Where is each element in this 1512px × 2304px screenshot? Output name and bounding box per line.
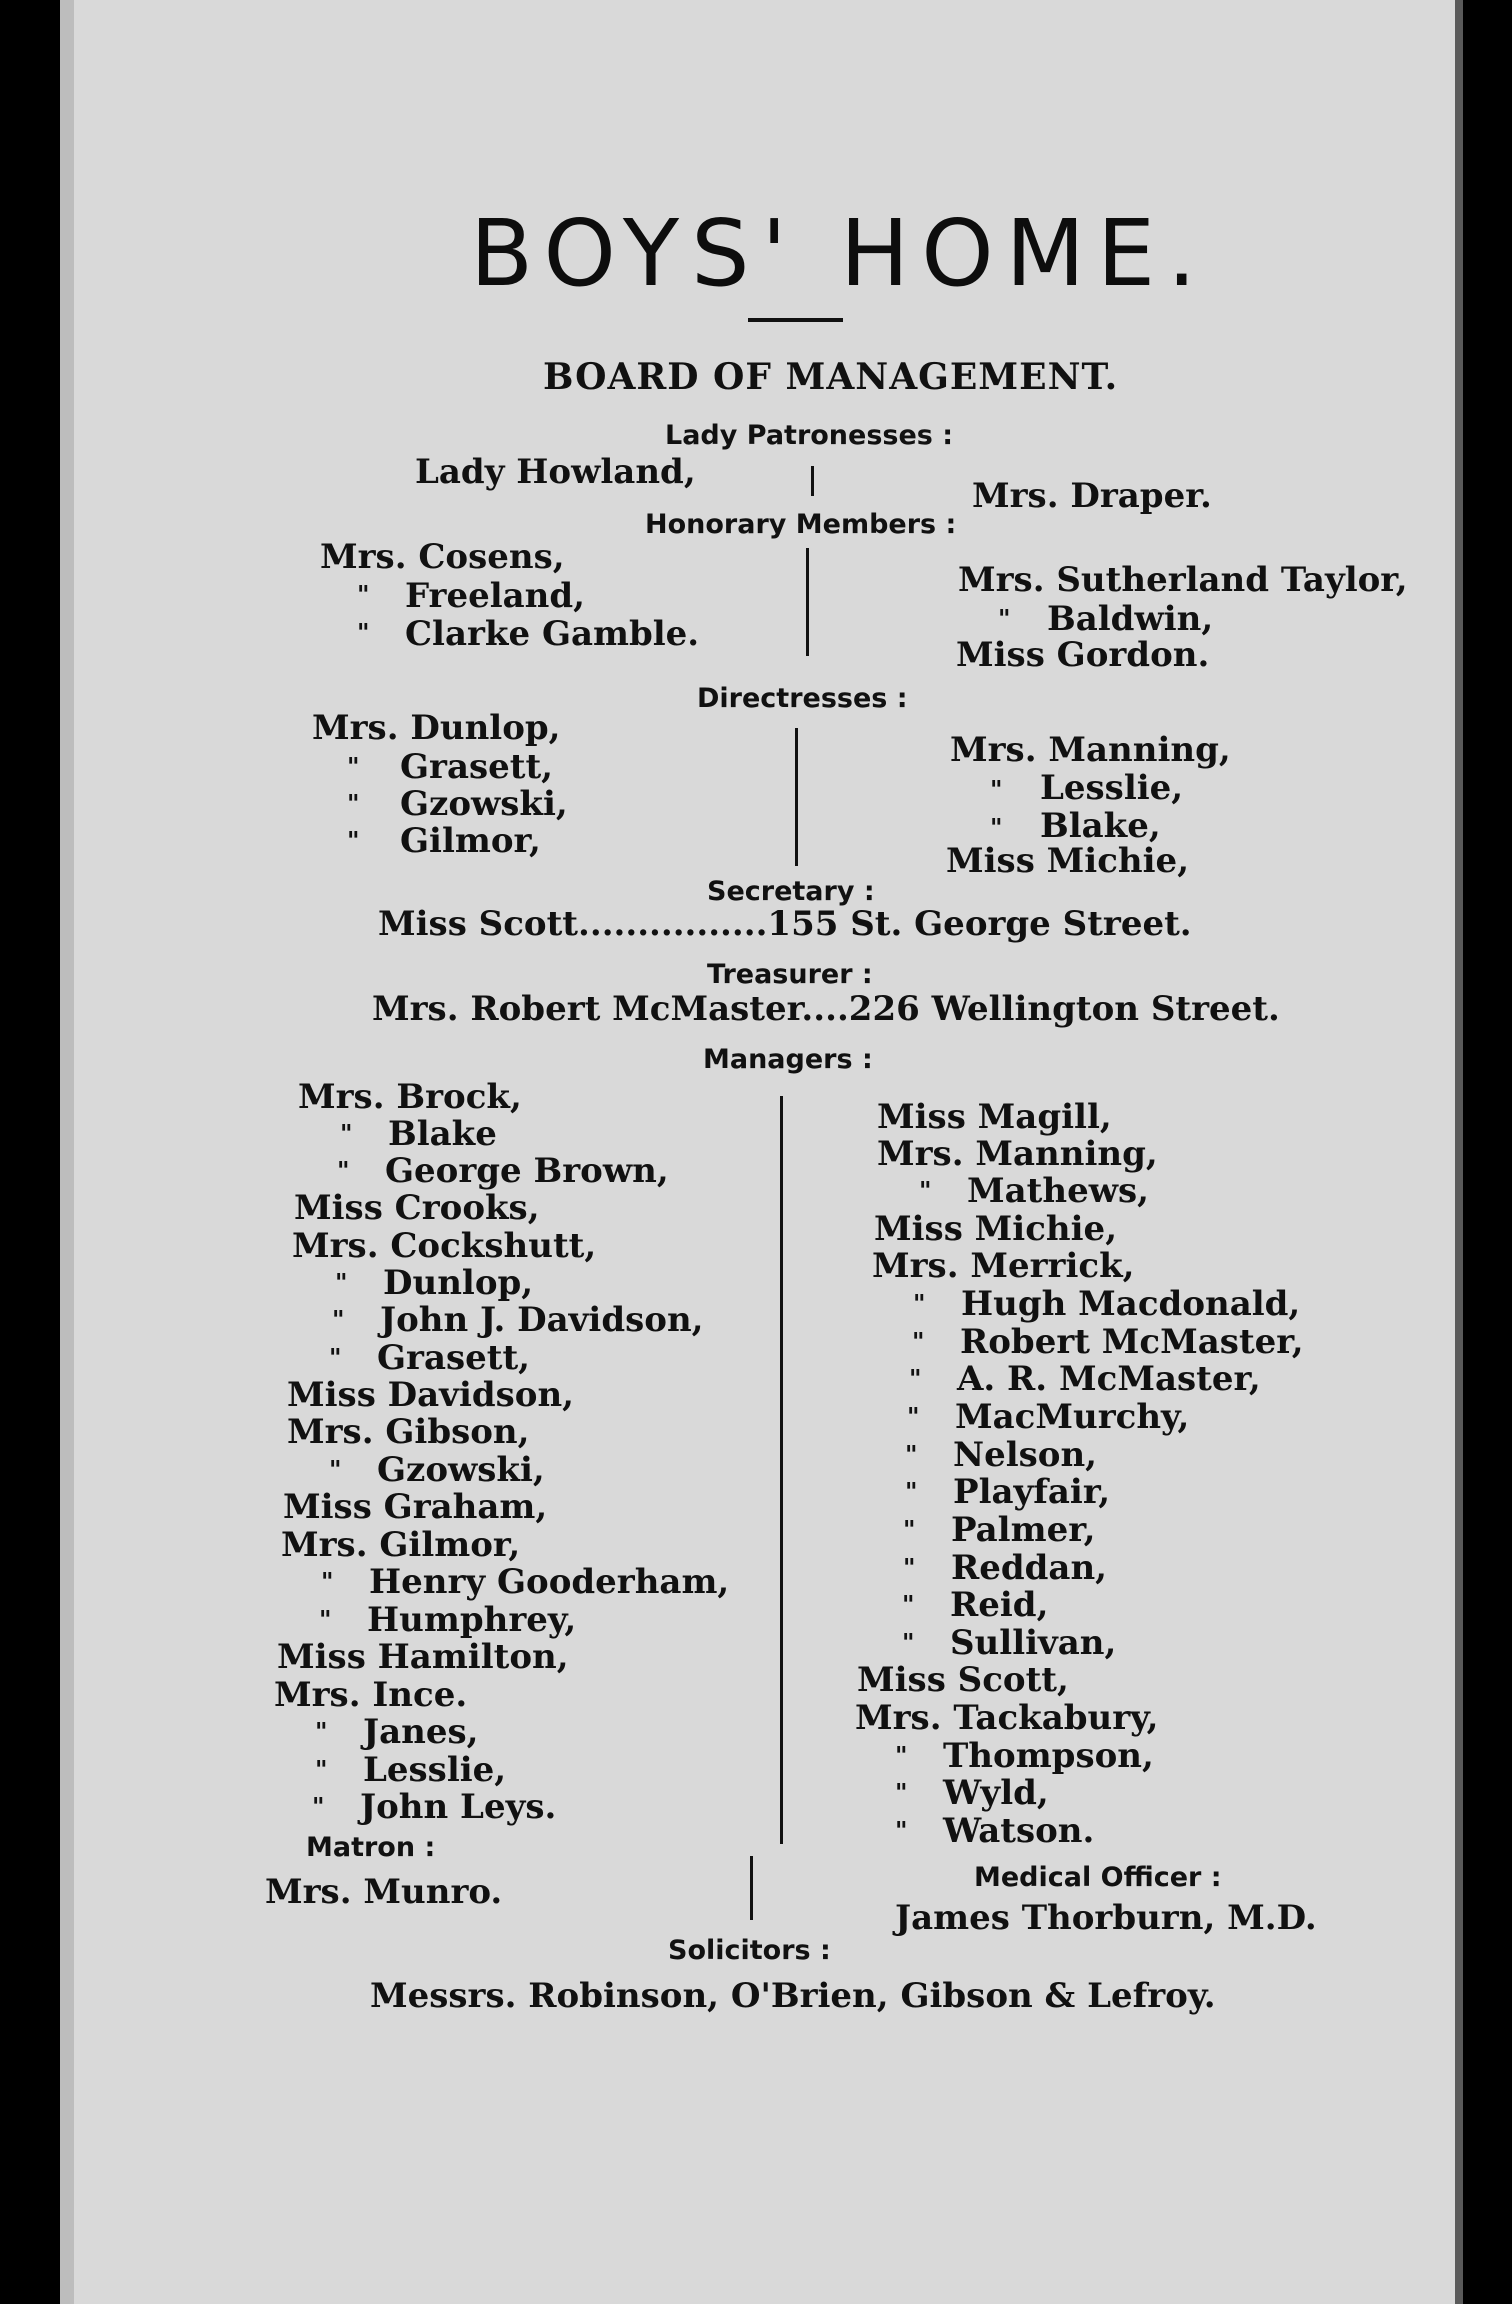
ditto-mark: " [895, 1778, 908, 1807]
manager-left-name: Mrs. Cockshutt, [292, 1226, 597, 1266]
manager-right-name: Mrs. Manning, [877, 1134, 1158, 1174]
honorary-left-1: Freeland, [405, 576, 585, 616]
medical-officer-name: James Thorburn, M.D. [895, 1898, 1317, 1938]
manager-right-name: Sullivan, [950, 1623, 1117, 1663]
honorary-right-1: Baldwin, [1047, 599, 1214, 639]
manager-right-name: Miss Magill, [877, 1097, 1112, 1137]
ditto-mark: " [315, 1717, 328, 1746]
manager-right-name: Wyld, [943, 1773, 1049, 1813]
paper-right-edge [1455, 0, 1463, 2304]
manager-left-name: Mrs. Brock, [298, 1077, 522, 1117]
ditto-mark: " [347, 752, 360, 781]
manager-right-name: Mathews, [967, 1171, 1149, 1211]
ditto-mark: " [337, 1156, 350, 1185]
manager-right-name: Watson. [943, 1811, 1095, 1851]
manager-left-name: Grasett, [377, 1338, 530, 1378]
ditto-mark: " [913, 1289, 926, 1318]
manager-right-name: Mrs. Tackabury, [855, 1698, 1159, 1738]
treasurer-line: Mrs. Robert McMaster....226 Wellington Street. [372, 989, 1280, 1029]
manager-left-name: Mrs. Gilmor, [281, 1525, 521, 1565]
directress-left-2: Gzowski, [400, 784, 568, 824]
ditto-mark: " [903, 1515, 916, 1544]
manager-left-name: Lesslie, [363, 1750, 507, 1790]
ditto-mark: " [319, 1605, 332, 1634]
manager-left-name: Janes, [363, 1712, 479, 1752]
manager-right-name: Miss Scott, [857, 1660, 1069, 1700]
directresses-heading: Directresses : [697, 683, 908, 714]
directress-left-1: Grasett, [400, 747, 553, 787]
honorary-right-2: Miss Gordon. [956, 635, 1210, 675]
directress-right-1: Lesslie, [1040, 768, 1184, 808]
secretary-heading: Secretary : [707, 876, 875, 907]
solicitors-name: Messrs. Robinson, O'Brien, Gibson & Lefroy. [370, 1976, 1216, 2016]
directress-left-0: Mrs. Dunlop, [312, 708, 561, 748]
manager-left-name: Humphrey, [367, 1600, 577, 1640]
ditto-mark: " [329, 1343, 342, 1372]
manager-left-name: Miss Davidson, [287, 1375, 575, 1415]
column-divider [780, 1096, 783, 1844]
ditto-mark: " [903, 1553, 916, 1582]
ditto-mark: " [990, 813, 1003, 842]
lady-patronesses-heading: Lady Patronesses : [665, 420, 954, 451]
lady-patroness-left: Lady Howland, [415, 452, 696, 492]
ditto-mark: " [335, 1268, 348, 1297]
manager-left-name: Blake [388, 1114, 497, 1154]
ditto-mark: " [321, 1567, 334, 1596]
directress-right-3: Miss Michie, [946, 841, 1190, 881]
ditto-mark: " [998, 604, 1011, 633]
manager-right-name: Robert McMaster, [960, 1322, 1304, 1362]
manager-left-name: Miss Hamilton, [277, 1637, 569, 1677]
ditto-mark: " [912, 1327, 925, 1356]
manager-left-name: John J. Davidson, [380, 1300, 704, 1340]
ditto-mark: " [357, 580, 370, 609]
column-divider [811, 466, 814, 496]
lady-patroness-right: Mrs. Draper. [972, 476, 1212, 516]
board-heading: BOARD OF MANAGEMENT. [543, 356, 1119, 398]
manager-left-name: Gzowski, [377, 1450, 545, 1490]
manager-left-name: John Leys. [360, 1787, 557, 1827]
manager-right-name: Reid, [950, 1585, 1049, 1625]
column-divider [750, 1856, 753, 1920]
ditto-mark: " [905, 1477, 918, 1506]
ditto-mark: " [340, 1119, 353, 1148]
honorary-right-0: Mrs. Sutherland Taylor, [958, 560, 1408, 600]
ditto-mark: " [902, 1590, 915, 1619]
matron-name: Mrs. Munro. [265, 1872, 503, 1912]
medical-officer-heading: Medical Officer : [974, 1862, 1222, 1893]
manager-left-name: Miss Crooks, [294, 1188, 540, 1228]
manager-left-name: Dunlop, [383, 1263, 534, 1303]
paper-left-edge [60, 0, 74, 2304]
manager-right-name: Thompson, [943, 1736, 1154, 1776]
manager-right-name: A. R. McMaster, [957, 1359, 1261, 1399]
manager-right-name: MacMurchy, [955, 1397, 1190, 1437]
ditto-mark: " [919, 1176, 932, 1205]
directress-right-2: Blake, [1040, 806, 1161, 846]
manager-left-name: Miss Graham, [283, 1487, 548, 1527]
manager-right-name: Playfair, [953, 1472, 1111, 1512]
ditto-mark: " [902, 1628, 915, 1657]
ditto-mark: " [895, 1816, 908, 1845]
solicitors-heading: Solicitors : [668, 1935, 831, 1966]
honorary-left-2: Clarke Gamble. [405, 614, 700, 654]
treasurer-heading: Treasurer : [707, 959, 873, 990]
ditto-mark: " [329, 1455, 342, 1484]
title-underline [748, 318, 843, 322]
column-divider [806, 548, 809, 656]
ditto-mark: " [907, 1402, 920, 1431]
ditto-mark: " [332, 1305, 345, 1334]
ditto-mark: " [990, 775, 1003, 804]
manager-right-name: Palmer, [951, 1510, 1096, 1550]
honorary-members-heading: Honorary Members : [645, 509, 957, 540]
directress-right-0: Mrs. Manning, [950, 730, 1231, 770]
ditto-mark: " [905, 1440, 918, 1469]
manager-left-name: Mrs. Gibson, [287, 1412, 530, 1452]
manager-right-name: Mrs. Merrick, [872, 1246, 1135, 1286]
manager-left-name: George Brown, [385, 1151, 669, 1191]
ditto-mark: " [315, 1755, 328, 1784]
manager-right-name: Hugh Macdonald, [961, 1284, 1301, 1324]
column-divider [795, 728, 798, 866]
directress-left-3: Gilmor, [400, 821, 541, 861]
manager-left-name: Mrs. Ince. [274, 1675, 468, 1715]
managers-heading: Managers : [703, 1044, 873, 1075]
secretary-line: Miss Scott................155 St. George Street. [378, 904, 1192, 944]
honorary-left-0: Mrs. Cosens, [320, 537, 565, 577]
ditto-mark: " [347, 826, 360, 855]
manager-right-name: Reddan, [951, 1548, 1108, 1588]
manager-right-name: Miss Michie, [874, 1209, 1118, 1249]
ditto-mark: " [909, 1364, 922, 1393]
ditto-mark: " [312, 1792, 325, 1821]
ditto-mark: " [357, 618, 370, 647]
ditto-mark: " [347, 789, 360, 818]
manager-right-name: Nelson, [953, 1435, 1098, 1475]
matron-heading: Matron : [306, 1832, 436, 1863]
page-title: BOYS' HOME. [470, 200, 1209, 307]
ditto-mark: " [895, 1741, 908, 1770]
manager-left-name: Henry Gooderham, [369, 1562, 730, 1602]
